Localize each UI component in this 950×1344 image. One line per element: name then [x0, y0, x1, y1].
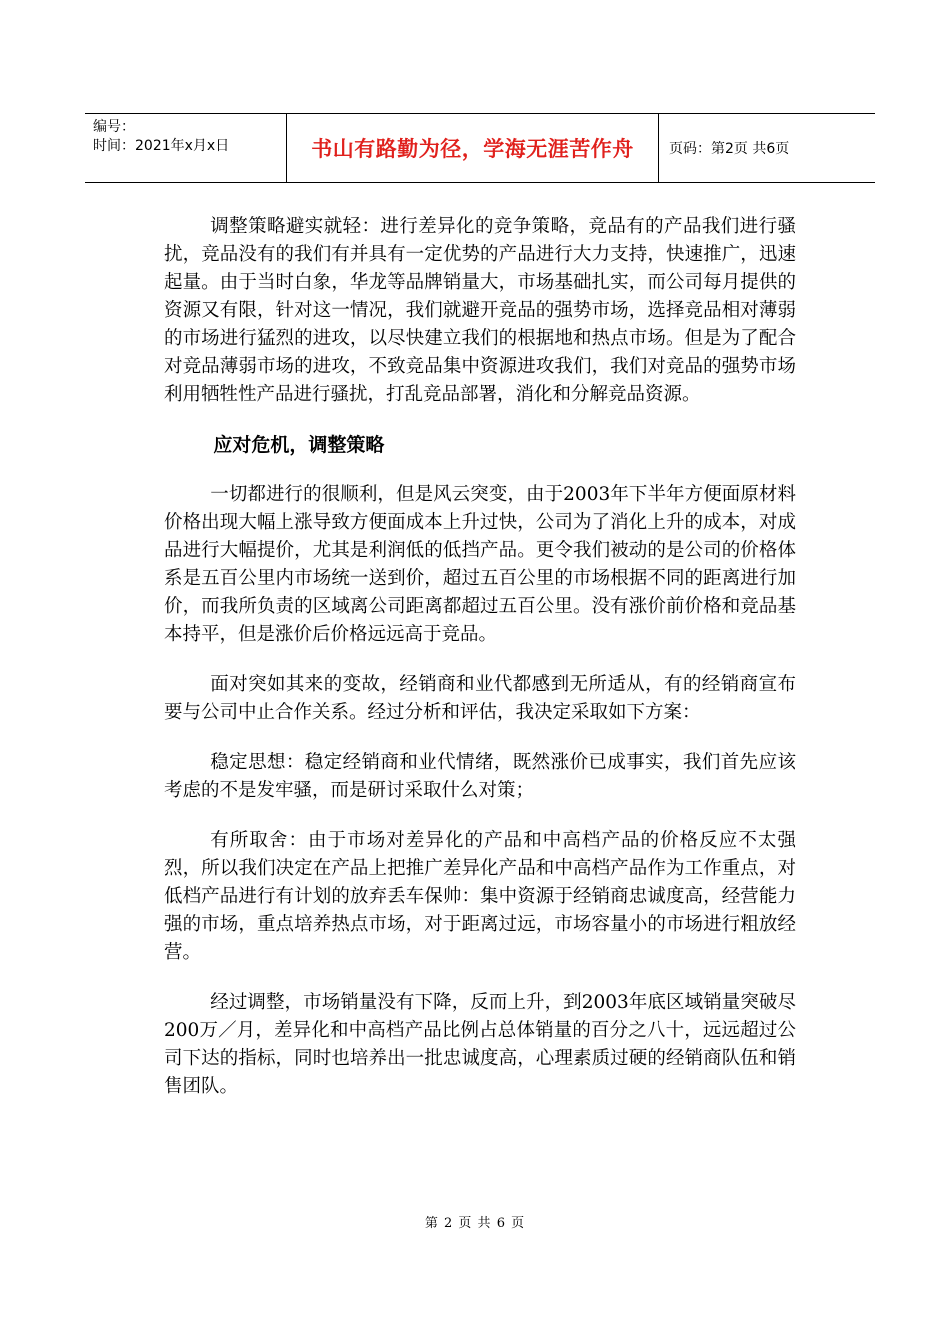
header-page-label: 页码：第2页 共6页: [669, 141, 790, 157]
paragraph-reaction: 面对突如其来的变故，经销商和业代都感到无所适从，有的经销商宣布要与公司中止合作关系。经过分析和评估，我决定采取如下方案：: [164, 674, 796, 723]
paragraph-stabilize: 稳定思想：稳定经销商和业代情绪，既然涨价已成事实，我们首先应该考虑的不是发牢骚，而是研讨采取什么对策；: [164, 752, 796, 801]
page-header: [85, 113, 875, 183]
page-footer: 第 2 页 共 6 页: [424, 1216, 526, 1231]
document-number-label: 编号：: [93, 119, 135, 135]
paragraph-crisis: 一切都进行的很顺利，但是风云突变，由于2003年下半年方便面原材料价格出现大幅上涨导致方便面成本上升过快，公司为了消化上升的成本，对成品进行大幅提价，尤其是利润低的低挡产品。更令我们被动的是公司的价格体系是五百公里内市场统一送到价，超过五百公里的市场根据不同的距离进行加价，而我所负责的区域离公司距离都超过五百公里。没有涨价前价格和竞品基本持平，但是涨价后价格远远高于竞品。: [164, 484, 796, 645]
paragraph-tradeoff: 有所取舍：由于市场对差异化的产品和中高档产品的价格反应不太强烈，所以我们决定在产品上把推广差异化产品和中高档产品作为工作重点，对低档产品进行有计划的放弃丢车保帅：集中资源于经销商忠诚度高，经营能力强的市场，重点培养热点市场，对于距离过远，市场容量小的市场进行粗放经营。: [164, 830, 796, 963]
section-heading: 应对危机，调整策略: [213, 434, 385, 456]
paragraph-strategy: 调整策略避实就轻：进行差异化的竞争策略，竞品有的产品我们进行骚扰，竞品没有的我们有并具有一定优势的产品进行大力支持，快速推广，迅速起量。由于当时白象，华龙等品牌销量大，市场基础扎实，而公司每月提供的资源又有限，针对这一情况，我们就避开竞品的强势市场，选择竞品相对薄弱的市场进行猛烈的进攻，以尽快建立我们的根据地和热点市场。但是为了配合对竞品薄弱市场的进攻，不致竞品集中资源进攻我们，我们对竞品的强势市场利用牺牲性产品进行骚扰，打乱竞品部署，消化和分解竞品资源。: [164, 216, 796, 405]
header-motto: 书山有路勤为径，学海无涯苦作舟: [287, 114, 659, 182]
document-time-label: 时间：2021年x月x日: [93, 138, 230, 154]
paragraph-result: 经过调整，市场销量没有下降，反而上升，到2003年底区域销量突破尽200万／月，差异化和中高档产品比例占总体销量的百分之八十，远远超过公司下达的指标，同时也培养出一批忠诚度高，心理素质过硬的经销商队伍和销售团队。: [164, 992, 796, 1097]
header-meta: [85, 114, 287, 182]
document-body: [164, 213, 796, 1123]
